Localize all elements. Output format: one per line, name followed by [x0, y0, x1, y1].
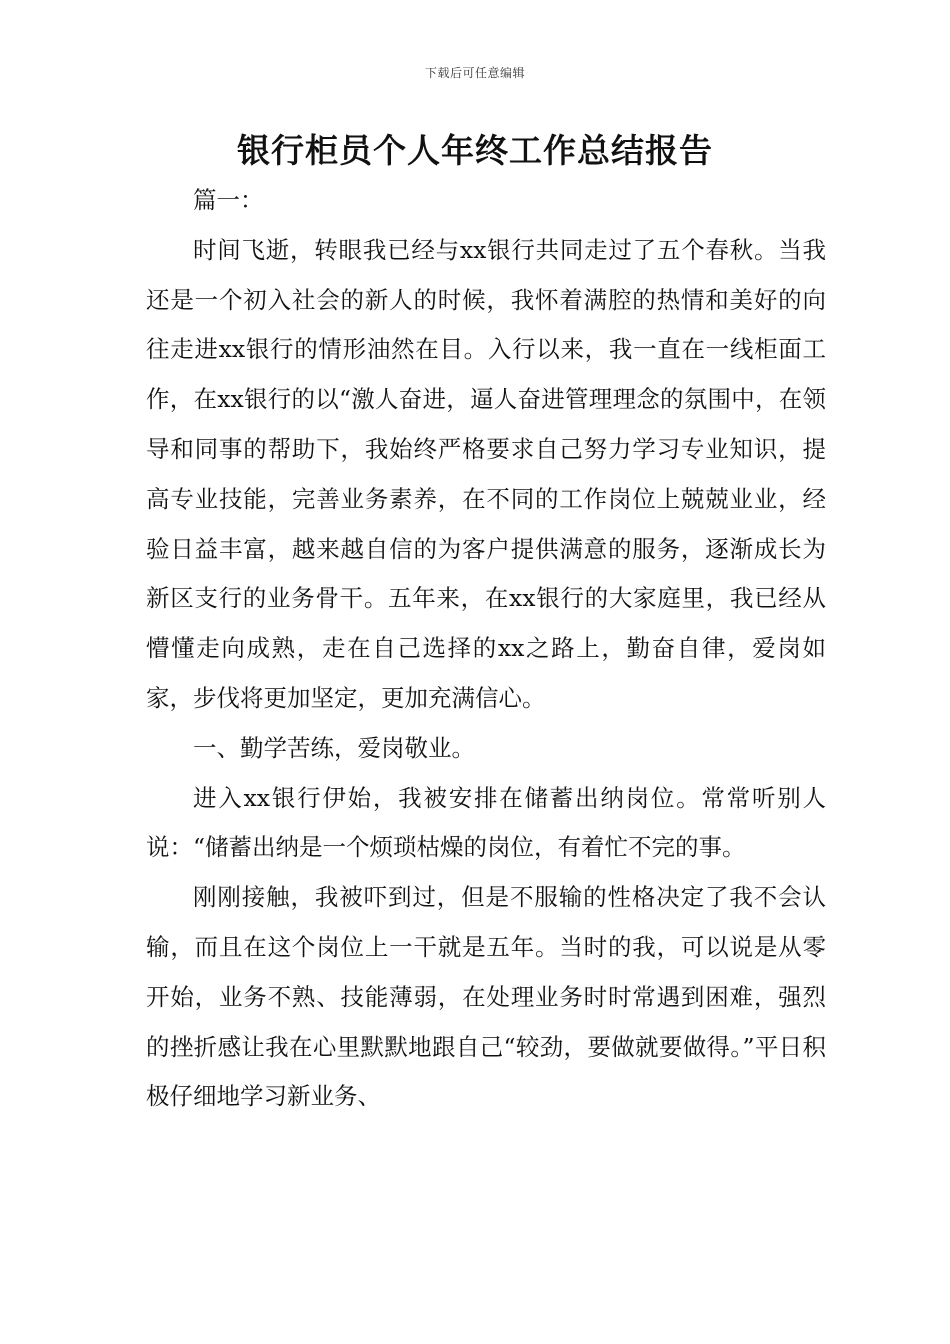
- document-body: [146, 176, 826, 1122]
- document-title: 银行柜员个人年终工作总结报告: [237, 131, 713, 170]
- section-label: 篇一：: [193, 186, 264, 214]
- body-paragraph: 刚刚接触，我被吓到过，但是不服输的性格决定了我不会认输，而且在这个岗位上一干就是五年。当时的我，可以说是从零开始，业务不熟、技能薄弱，在处理业务时时常遇到困难，强烈的挫折感让我在心里默默地跟自己“较劲，要做就要做得。”平日积极仔细地学习新业务、: [146, 883, 826, 1111]
- body-paragraph: 进入xx银行伊始，我被安排在储蓄出纳岗位。常常听别人说：“储蓄出纳是一个烦琐枯燥的岗位，有着忙不完的事。: [146, 783, 826, 862]
- subheading: 一、勤学苦练，爱岗敬业。: [193, 733, 475, 762]
- body-paragraph: 时间飞逝，转眼我已经与xx银行共同走过了五个春秋。当我还是一个初入社会的新人的时候，我怀着满腔的热情和美好的向往走进xx银行的情形油然在目。入行以来，我一直在一线柜面工作，在xx银行的以“激人奋进，逼人奋进管理理念的氛围中，在领导和同事的帮助下，我始终严格要求自己努力学习专业知识，提高专业技能，完善业务素养，在不同的工作岗位上兢兢业业，经验日益丰富，越来越自信的为客户提供满意的服务，逐渐成长为新区支行的业务骨干。五年来，在xx银行的大家庭里，我已经从懵懂走向成熟，走在自己选择的xx之路上，勤奋自律，爱岗如家，步伐将更加坚定，更加充满信心。: [146, 235, 826, 712]
- header-note: 下载后可任意编辑: [424, 66, 525, 80]
